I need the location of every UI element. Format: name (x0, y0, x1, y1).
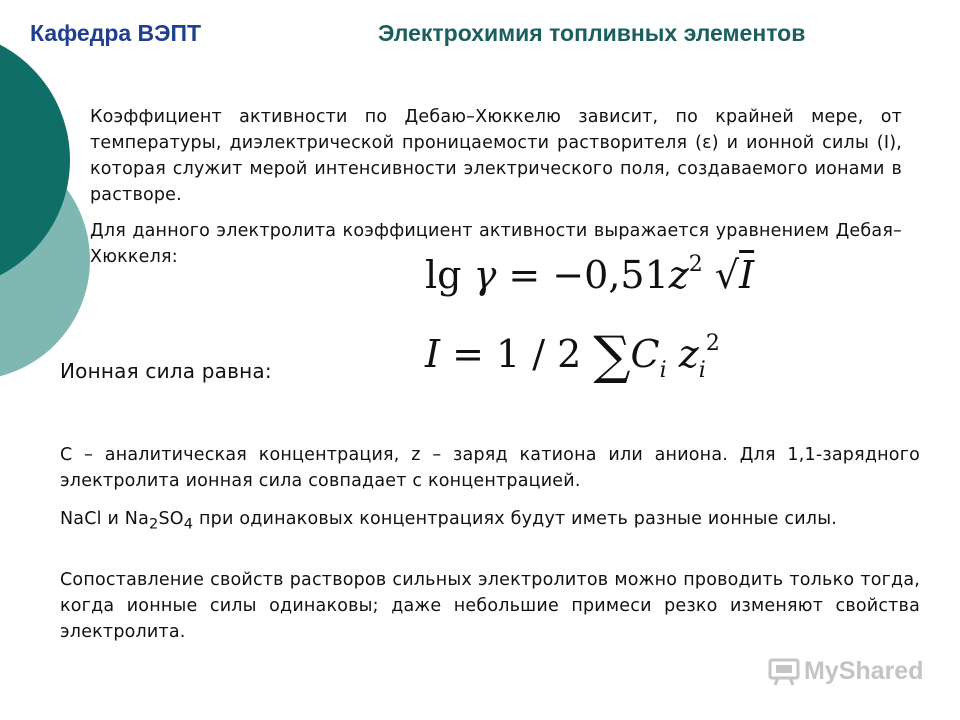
department-title: Кафедра ВЭПТ (30, 20, 202, 46)
so-text: SO (158, 509, 184, 529)
half-factor: = 1 / 2 (440, 332, 582, 376)
sqrt-symbol: √ (714, 253, 740, 297)
c-symbol: C (630, 332, 660, 376)
watermark-text: MyShared (804, 656, 924, 685)
nacl-rest-text: при одинаковых концентрациях будут иметь разные ионные силы. (193, 509, 837, 529)
sqrt-argument: I (739, 253, 755, 297)
z-symbol: z (668, 253, 689, 297)
paragraph-nacl (60, 506, 920, 538)
c-subscript: i (659, 358, 667, 383)
subscript-4: 4 (183, 515, 194, 533)
sum-symbol: ∑ (593, 326, 631, 386)
lg-symbol: lg (425, 253, 462, 297)
ionic-strength-label: Ионная сила равна: (60, 359, 272, 383)
paragraph-debye-huckel: Для данного электролита коэффициент активности выражается уравнением Дебая–Хюккеля: (90, 221, 902, 267)
ionic-strength-formula (425, 326, 720, 386)
nacl-text: NaCl и Na (60, 509, 150, 529)
z-symbol: z (678, 332, 699, 376)
gamma-symbol: γ (473, 253, 497, 297)
myshared-watermark (768, 656, 923, 686)
z-exponent: 2 (705, 331, 720, 356)
i-symbol: I (425, 332, 441, 376)
exponent: 2 (688, 252, 703, 277)
course-title: Электрохимия топливных элементов (378, 20, 806, 46)
z-subscript: i (698, 358, 706, 383)
paragraph-concentration: С – аналитическая концентрация, z – заряд катиона или аниона. Для 1,1-зарядного электролита ионная сила совпадает с концентрацией. (60, 445, 920, 491)
coefficient: = −0,51 (508, 253, 669, 297)
paragraph-comparison: Сопоставление свойств растворов сильных электролитов можно проводить только тогда, когда ионные силы одинаковы; даже небольшие примеси резко изменяют свойства электролита. (60, 570, 920, 642)
paragraph-activity-coefficient: Коэффициент активности по Дебаю–Хюккелю зависит, по крайней мере, от температуры, диэлектрической проницаемости растворителя (ε) и ионной силы (I), которая служит мерой интенсивности электрического поля, создаваемого ионами в растворе. (90, 107, 902, 205)
subscript-2: 2 (149, 515, 159, 533)
debye-huckel-formula (425, 252, 754, 297)
projector-icon (768, 656, 800, 686)
